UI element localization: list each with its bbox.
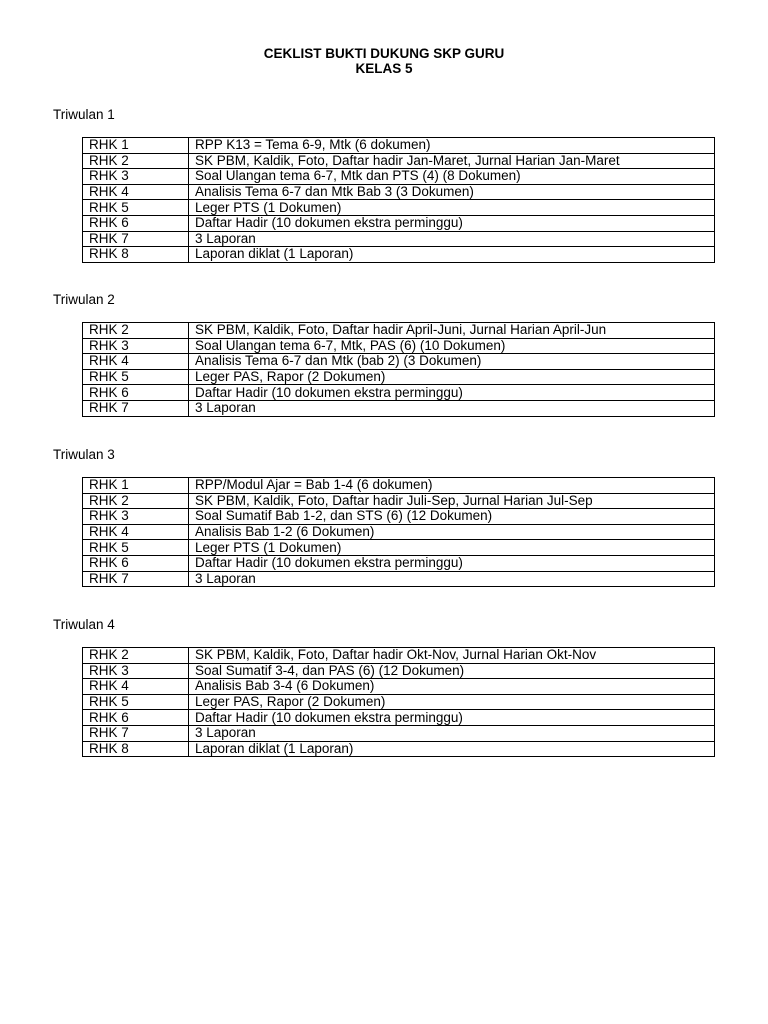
rhk-description-cell: Leger PAS, Rapor (2 Dokumen) bbox=[189, 694, 715, 710]
rhk-description-cell: Daftar Hadir (10 dokumen ekstra perminggu) bbox=[189, 710, 715, 726]
rhk-code-cell: RHK 4 bbox=[83, 524, 189, 540]
section-label-triwulan-4: Triwulan 4 bbox=[53, 617, 115, 632]
rhk-code-cell: RHK 6 bbox=[83, 215, 189, 231]
table-row bbox=[83, 571, 715, 587]
table-row bbox=[83, 694, 715, 710]
table-row bbox=[83, 369, 715, 385]
rhk-description-cell: SK PBM, Kaldik, Foto, Daftar hadir April-Juni, Jurnal Harian April-Jun bbox=[189, 323, 715, 339]
table-row bbox=[83, 555, 715, 571]
table-row bbox=[83, 710, 715, 726]
rhk-code-cell: RHK 2 bbox=[83, 153, 189, 169]
table-row bbox=[83, 648, 715, 664]
table-row bbox=[83, 354, 715, 370]
table-row bbox=[83, 725, 715, 741]
table-row bbox=[83, 153, 715, 169]
table-row bbox=[83, 663, 715, 679]
rhk-description-cell: Leger PTS (1 Dokumen) bbox=[189, 540, 715, 556]
document-subtitle: KELAS 5 bbox=[355, 61, 413, 76]
table-row bbox=[83, 540, 715, 556]
rhk-code-cell: RHK 4 bbox=[83, 354, 189, 370]
rhk-description-cell: SK PBM, Kaldik, Foto, Daftar hadir Jan-Maret, Jurnal Harian Jan-Maret bbox=[189, 153, 715, 169]
rhk-code-cell: RHK 7 bbox=[83, 231, 189, 247]
rhk-description-cell: Analisis Tema 6-7 dan Mtk Bab 3 (3 Dokumen) bbox=[189, 184, 715, 200]
rhk-description-cell: Laporan diklat (1 Laporan) bbox=[189, 247, 715, 263]
rhk-code-cell: RHK 1 bbox=[83, 478, 189, 494]
rhk-description-cell: Daftar Hadir (10 dokumen ekstra perminggu) bbox=[189, 215, 715, 231]
rhk-code-cell: RHK 4 bbox=[83, 679, 189, 695]
section-label-triwulan-3: Triwulan 3 bbox=[53, 447, 115, 462]
rhk-code-cell: RHK 8 bbox=[83, 741, 189, 757]
rhk-description-cell: Soal Ulangan tema 6-7, Mtk, PAS (6) (10 Dokumen) bbox=[189, 338, 715, 354]
rhk-description-cell: Daftar Hadir (10 dokumen ekstra perminggu) bbox=[189, 385, 715, 401]
table-row bbox=[83, 184, 715, 200]
rhk-code-cell: RHK 5 bbox=[83, 200, 189, 216]
table-row bbox=[83, 338, 715, 354]
rhk-description-cell: Analisis Tema 6-7 dan Mtk (bab 2) (3 Dokumen) bbox=[189, 354, 715, 370]
rhk-code-cell: RHK 2 bbox=[83, 323, 189, 339]
table-row bbox=[83, 400, 715, 416]
table-row bbox=[83, 231, 715, 247]
rhk-description-cell: Leger PAS, Rapor (2 Dokumen) bbox=[189, 369, 715, 385]
rhk-code-cell: RHK 5 bbox=[83, 369, 189, 385]
rhk-code-cell: RHK 2 bbox=[83, 493, 189, 509]
rhk-description-cell: SK PBM, Kaldik, Foto, Daftar hadir Juli-Sep, Jurnal Harian Jul-Sep bbox=[189, 493, 715, 509]
table-row bbox=[83, 679, 715, 695]
document-title: CEKLIST BUKTI DUKUNG SKP GURU bbox=[263, 46, 505, 61]
rhk-code-cell: RHK 6 bbox=[83, 385, 189, 401]
rhk-description-cell: Analisis Bab 1-2 (6 Dokumen) bbox=[189, 524, 715, 540]
rhk-description-cell: 3 Laporan bbox=[189, 725, 715, 741]
rhk-code-cell: RHK 3 bbox=[83, 338, 189, 354]
table-row bbox=[83, 524, 715, 540]
rhk-code-cell: RHK 7 bbox=[83, 400, 189, 416]
rhk-description-cell: 3 Laporan bbox=[189, 571, 715, 587]
rhk-description-cell: Soal Ulangan tema 6-7, Mtk dan PTS (4) (8 Dokumen) bbox=[189, 169, 715, 185]
rhk-description-cell: Laporan diklat (1 Laporan) bbox=[189, 741, 715, 757]
rhk-code-cell: RHK 1 bbox=[83, 138, 189, 154]
rhk-code-cell: RHK 3 bbox=[83, 663, 189, 679]
rhk-code-cell: RHK 7 bbox=[83, 571, 189, 587]
checklist-table-triwulan-2 bbox=[82, 322, 715, 417]
table-row bbox=[83, 138, 715, 154]
rhk-description-cell: RPP/Modul Ajar = Bab 1-4 (6 dokumen) bbox=[189, 478, 715, 494]
rhk-description-cell: Leger PTS (1 Dokumen) bbox=[189, 200, 715, 216]
rhk-description-cell: 3 Laporan bbox=[189, 400, 715, 416]
section-label-triwulan-2: Triwulan 2 bbox=[53, 292, 115, 307]
rhk-code-cell: RHK 6 bbox=[83, 710, 189, 726]
rhk-description-cell: RPP K13 = Tema 6-9, Mtk (6 dokumen) bbox=[189, 138, 715, 154]
rhk-code-cell: RHK 8 bbox=[83, 247, 189, 263]
table-row bbox=[83, 509, 715, 525]
section-label-triwulan-1: Triwulan 1 bbox=[53, 107, 115, 122]
rhk-description-cell: SK PBM, Kaldik, Foto, Daftar hadir Okt-Nov, Jurnal Harian Okt-Nov bbox=[189, 648, 715, 664]
rhk-description-cell: Daftar Hadir (10 dokumen ekstra perminggu) bbox=[189, 555, 715, 571]
rhk-code-cell: RHK 7 bbox=[83, 725, 189, 741]
table-row bbox=[83, 247, 715, 263]
rhk-code-cell: RHK 2 bbox=[83, 648, 189, 664]
rhk-code-cell: RHK 5 bbox=[83, 540, 189, 556]
rhk-code-cell: RHK 3 bbox=[83, 169, 189, 185]
rhk-description-cell: Analisis Bab 3-4 (6 Dokumen) bbox=[189, 679, 715, 695]
table-row bbox=[83, 741, 715, 757]
rhk-code-cell: RHK 4 bbox=[83, 184, 189, 200]
rhk-code-cell: RHK 6 bbox=[83, 555, 189, 571]
rhk-description-cell: 3 Laporan bbox=[189, 231, 715, 247]
checklist-table-triwulan-3 bbox=[82, 477, 715, 587]
rhk-description-cell: Soal Sumatif Bab 1-2, dan STS (6) (12 Dokumen) bbox=[189, 509, 715, 525]
table-row bbox=[83, 478, 715, 494]
rhk-code-cell: RHK 3 bbox=[83, 509, 189, 525]
rhk-description-cell: Soal Sumatif 3-4, dan PAS (6) (12 Dokumen) bbox=[189, 663, 715, 679]
table-row bbox=[83, 200, 715, 216]
rhk-code-cell: RHK 5 bbox=[83, 694, 189, 710]
table-row bbox=[83, 323, 715, 339]
table-row bbox=[83, 493, 715, 509]
checklist-table-triwulan-4 bbox=[82, 647, 715, 757]
table-row bbox=[83, 385, 715, 401]
table-row bbox=[83, 169, 715, 185]
checklist-table-triwulan-1 bbox=[82, 137, 715, 263]
table-row bbox=[83, 215, 715, 231]
